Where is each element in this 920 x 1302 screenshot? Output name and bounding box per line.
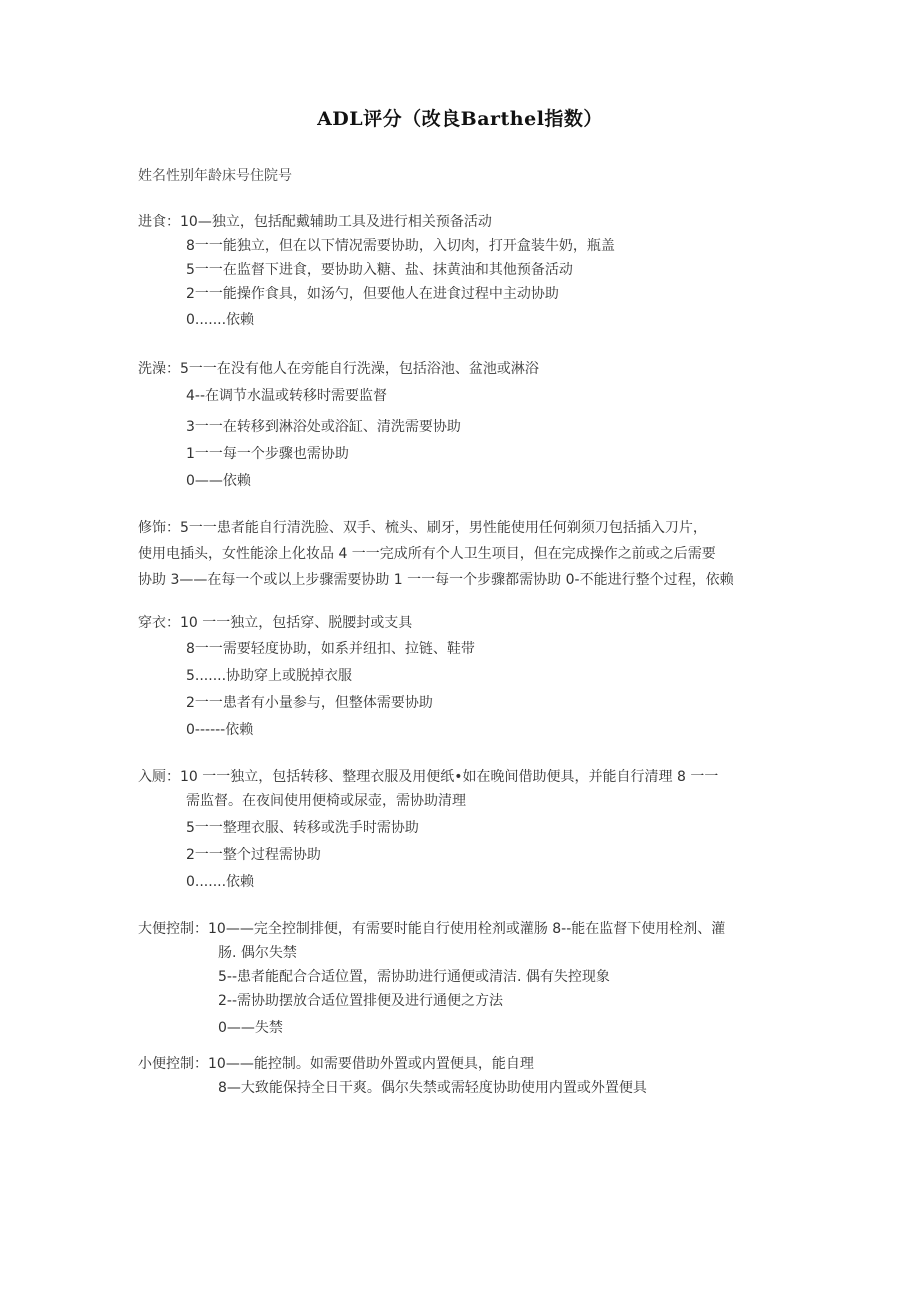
score-item: 2一一患者有小量参与，但整体需要协助 — [186, 695, 433, 711]
score-item: 0------依赖 — [186, 722, 254, 738]
score-item: 5.......协助穿上或脱掉衣服 — [186, 668, 353, 684]
score-item: 0.......依赖 — [186, 312, 255, 328]
score-item: 10—独立，包括配戴辅助工具及进行相关预备活动 — [180, 214, 492, 230]
page-title: ADL评分（改良Barthel指数） — [317, 108, 603, 130]
score-item: 4--在调节水温或转移时需要监督 — [186, 388, 388, 404]
description-line: 10——能控制。如需要借助外置或内置便具，能自理 — [208, 1056, 534, 1072]
section-label: 洗澡： — [138, 361, 180, 377]
section-bathing — [138, 357, 539, 493]
section-feeding — [138, 210, 615, 332]
section-grooming — [138, 515, 798, 593]
score-item: 0——依赖 — [186, 473, 251, 489]
score-item: 2--需协助摆放合适位置排便及进行通便之方法 — [218, 993, 504, 1009]
description-line: 肠. 偶尔失禁 — [218, 945, 297, 961]
score-item: 5一一整理衣服、转移或洗手时需协助 — [186, 820, 419, 836]
score-item: 10 一一独立，包括穿、脱腰封或支具 — [180, 615, 413, 631]
section-dressing — [138, 611, 475, 742]
score-item: 5--患者能配合合适位置，需协助进行通便或清洁. 偶有失控现象 — [218, 969, 610, 985]
section-label: 小便控制： — [138, 1056, 208, 1072]
section-bowel-control — [138, 917, 725, 1040]
score-item: 1一一每一个步骤也需协助 — [186, 446, 349, 462]
description-line: 5一一患者能自行清洗脸、双手、梳头、刷牙，男性能使用任何剃须刀包括插入刀片， — [180, 520, 707, 536]
score-item: 2一一能操作食具，如汤勺，但要他人在进食过程中主动协助 — [186, 286, 559, 302]
section-toileting — [138, 765, 718, 894]
score-item: 8—大致能保持全日干爽。偶尔失禁或需轻度协助使用内置或外置便具 — [218, 1080, 647, 1096]
description-line: 10 一一独立，包括转移、整理衣服及用便纸•如在晚间借助便具，并能自行清理 8 一一 — [180, 769, 719, 785]
score-item: 8一一能独立，但在以下情况需要协助，入切肉，打开盒装牛奶，瓶盖 — [186, 238, 615, 254]
section-label: 进食： — [138, 214, 180, 230]
score-item: 5一一在没有他人在旁能自行洗澡，包括浴池、盆池或淋浴 — [180, 361, 539, 377]
score-item: 3一一在转移到淋浴处或浴缸、清洗需要协助 — [186, 419, 461, 435]
section-bladder-control — [138, 1052, 647, 1100]
score-item: 2一一整个过程需协助 — [186, 847, 321, 863]
score-item: 0.......依赖 — [186, 874, 255, 890]
section-label: 入厕： — [138, 769, 180, 785]
description-line: 协助 3——在每一个或以上步骤需要协助 1 一一每一个步骤都需协助 0-不能进行整个过程，依赖 — [138, 572, 734, 588]
section-label: 修饰： — [138, 520, 180, 536]
score-item: 8一一需要轻度协助，如系并纽扣、拉链、鞋带 — [186, 641, 475, 657]
description-line: 10——完全控制排便，有需要时能自行使用栓剂或灌肠 8--能在监督下使用栓剂、灌 — [208, 921, 726, 937]
score-item: 0——失禁 — [218, 1020, 283, 1036]
section-label: 穿衣： — [138, 615, 180, 631]
patient-info: 姓名性别年龄床号住院号 — [138, 168, 292, 184]
score-item: 5一一在监督下进食，要协助入糖、盐、抹黄油和其他预备活动 — [186, 262, 573, 278]
section-label: 大便控制： — [138, 921, 208, 937]
description-line: 使用电插头，女性能涂上化妆品 4 一一完成所有个人卫生项目，但在完成操作之前或之后需要 — [138, 546, 716, 562]
description-line: 需监督。在夜间使用便椅或尿壶，需协助清理 — [186, 793, 466, 809]
